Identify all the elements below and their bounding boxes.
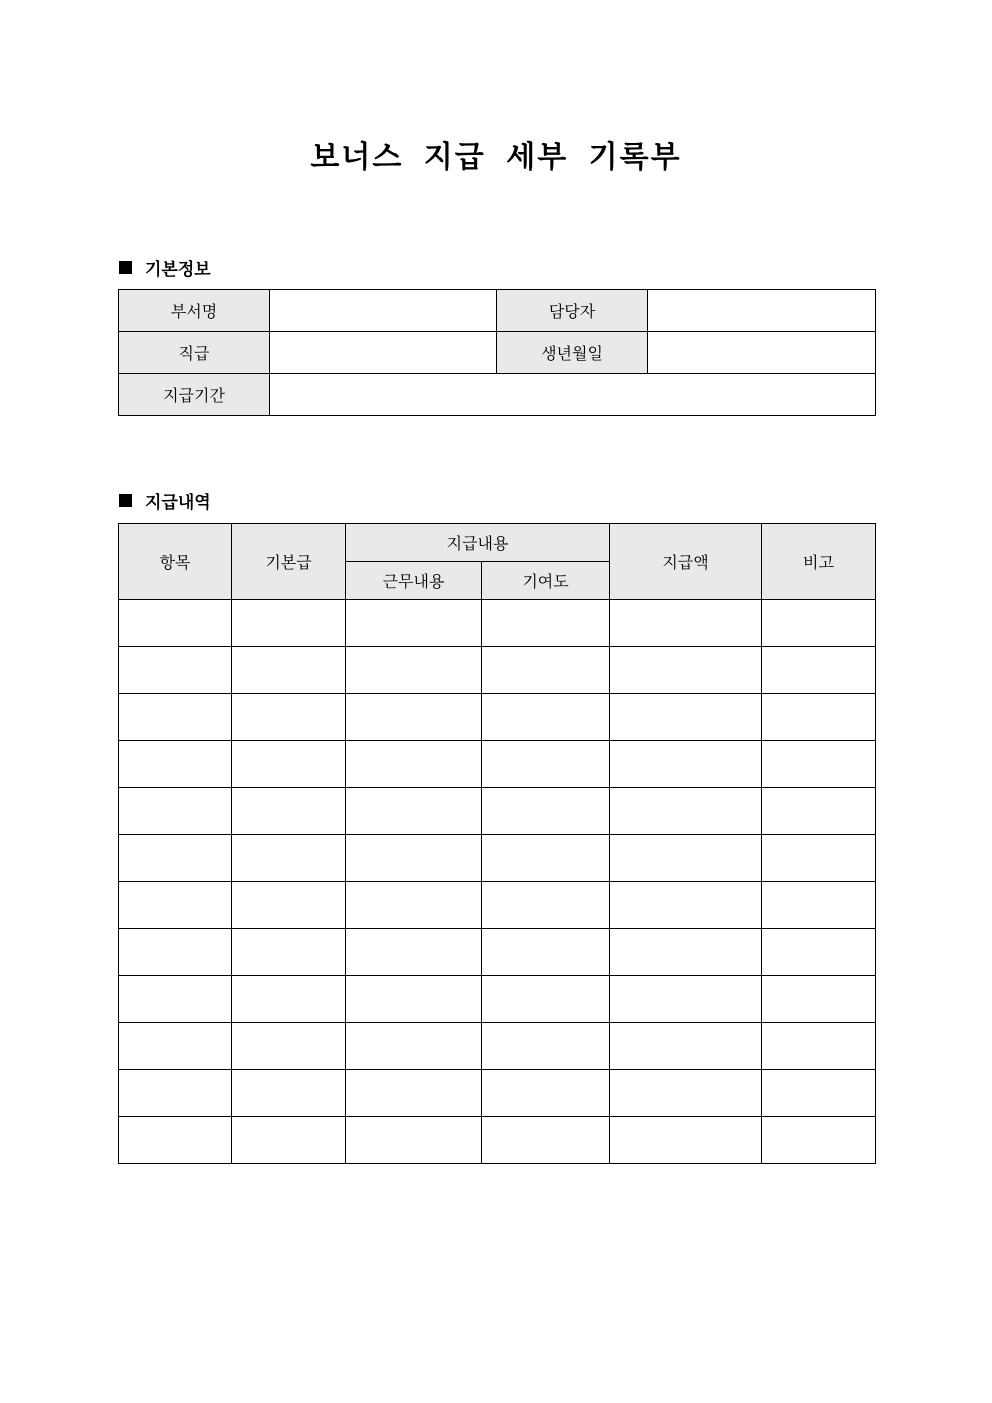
contribution-cell[interactable] xyxy=(482,1070,610,1117)
table-row xyxy=(119,835,876,882)
base-pay-cell[interactable] xyxy=(232,600,346,647)
table-row xyxy=(119,647,876,694)
table-row xyxy=(119,600,876,647)
remarks-cell[interactable] xyxy=(762,929,876,976)
work-content-cell[interactable] xyxy=(346,976,482,1023)
base-pay-cell[interactable] xyxy=(232,647,346,694)
contribution-cell[interactable] xyxy=(482,600,610,647)
contribution-cell[interactable] xyxy=(482,882,610,929)
payment-amount-cell[interactable] xyxy=(610,694,762,741)
table-row xyxy=(119,1023,876,1070)
payment-amount-cell[interactable] xyxy=(610,882,762,929)
black-square-icon xyxy=(119,494,132,507)
work-content-cell[interactable] xyxy=(346,1117,482,1164)
item-cell[interactable] xyxy=(119,929,232,976)
payment-amount-cell[interactable] xyxy=(610,741,762,788)
work-content-cell[interactable] xyxy=(346,600,482,647)
payment-amount-cell[interactable] xyxy=(610,788,762,835)
black-square-icon xyxy=(119,261,132,274)
contribution-cell[interactable] xyxy=(482,1117,610,1164)
position-label: 직급 xyxy=(119,332,270,374)
contribution-cell[interactable] xyxy=(482,1023,610,1070)
base-pay-cell[interactable] xyxy=(232,741,346,788)
basic-info-heading-text: 기본정보 xyxy=(145,260,211,280)
payment-amount-cell[interactable] xyxy=(610,1070,762,1117)
payment-amount-cell[interactable] xyxy=(610,600,762,647)
payment-details-body xyxy=(119,600,876,1164)
remarks-cell[interactable] xyxy=(762,1023,876,1070)
table-row xyxy=(119,929,876,976)
work-content-cell[interactable] xyxy=(346,882,482,929)
column-header-remarks: 비고 xyxy=(762,524,876,600)
base-pay-cell[interactable] xyxy=(232,1023,346,1070)
table-row xyxy=(119,1070,876,1117)
column-header-item: 항목 xyxy=(119,524,232,600)
payment-period-value-cell[interactable] xyxy=(270,374,876,416)
base-pay-cell[interactable] xyxy=(232,1070,346,1117)
table-row xyxy=(119,741,876,788)
payment-details-heading-text: 지급내역 xyxy=(145,493,211,513)
table-row xyxy=(119,1117,876,1164)
contribution-cell[interactable] xyxy=(482,741,610,788)
payment-amount-cell[interactable] xyxy=(610,976,762,1023)
remarks-cell[interactable] xyxy=(762,600,876,647)
birthdate-value-cell[interactable] xyxy=(648,332,876,374)
payment-amount-cell[interactable] xyxy=(610,1117,762,1164)
basic-info-heading xyxy=(119,255,211,280)
item-cell[interactable] xyxy=(119,1023,232,1070)
base-pay-cell[interactable] xyxy=(232,788,346,835)
remarks-cell[interactable] xyxy=(762,1070,876,1117)
item-cell[interactable] xyxy=(119,694,232,741)
item-cell[interactable] xyxy=(119,882,232,929)
payment-amount-cell[interactable] xyxy=(610,929,762,976)
table-row xyxy=(119,882,876,929)
base-pay-cell[interactable] xyxy=(232,976,346,1023)
item-cell[interactable] xyxy=(119,741,232,788)
payment-amount-cell[interactable] xyxy=(610,835,762,882)
work-content-cell[interactable] xyxy=(346,1023,482,1070)
contribution-cell[interactable] xyxy=(482,647,610,694)
column-header-work-content: 근무내용 xyxy=(346,562,482,600)
contribution-cell[interactable] xyxy=(482,694,610,741)
payment-amount-cell[interactable] xyxy=(610,647,762,694)
remarks-cell[interactable] xyxy=(762,882,876,929)
base-pay-cell[interactable] xyxy=(232,694,346,741)
item-cell[interactable] xyxy=(119,835,232,882)
payment-period-label: 지급기간 xyxy=(119,374,270,416)
table-row xyxy=(119,976,876,1023)
manager-value-cell[interactable] xyxy=(648,290,876,332)
birthdate-label: 생년월일 xyxy=(497,332,648,374)
remarks-cell[interactable] xyxy=(762,741,876,788)
base-pay-cell[interactable] xyxy=(232,1117,346,1164)
basic-info-table xyxy=(118,289,876,416)
payment-details-heading xyxy=(119,488,211,513)
payment-details-table xyxy=(118,523,876,1164)
work-content-cell[interactable] xyxy=(346,741,482,788)
remarks-cell[interactable] xyxy=(762,1117,876,1164)
payment-amount-cell[interactable] xyxy=(610,1023,762,1070)
column-header-payment-amount: 지급액 xyxy=(610,524,762,600)
contribution-cell[interactable] xyxy=(482,929,610,976)
column-header-payment-content: 지급내용 xyxy=(346,524,610,562)
base-pay-cell[interactable] xyxy=(232,835,346,882)
item-cell[interactable] xyxy=(119,1117,232,1164)
contribution-cell[interactable] xyxy=(482,788,610,835)
work-content-cell[interactable] xyxy=(346,647,482,694)
remarks-cell[interactable] xyxy=(762,647,876,694)
remarks-cell[interactable] xyxy=(762,976,876,1023)
work-content-cell[interactable] xyxy=(346,1070,482,1117)
remarks-cell[interactable] xyxy=(762,694,876,741)
department-value-cell[interactable] xyxy=(270,290,497,332)
position-value-cell[interactable] xyxy=(270,332,497,374)
item-cell[interactable] xyxy=(119,600,232,647)
item-cell[interactable] xyxy=(119,1070,232,1117)
document-title: 보너스 지급 세부 기록부 xyxy=(310,140,682,175)
item-cell[interactable] xyxy=(119,976,232,1023)
contribution-cell[interactable] xyxy=(482,835,610,882)
work-content-cell[interactable] xyxy=(346,788,482,835)
remarks-cell[interactable] xyxy=(762,788,876,835)
remarks-cell[interactable] xyxy=(762,835,876,882)
work-content-cell[interactable] xyxy=(346,694,482,741)
department-label: 부서명 xyxy=(119,290,270,332)
base-pay-cell[interactable] xyxy=(232,929,346,976)
work-content-cell[interactable] xyxy=(346,835,482,882)
manager-label: 담당자 xyxy=(497,290,648,332)
table-row xyxy=(119,788,876,835)
work-content-cell[interactable] xyxy=(346,929,482,976)
item-cell[interactable] xyxy=(119,647,232,694)
column-header-base-pay: 기본급 xyxy=(232,524,346,600)
column-header-contribution: 기여도 xyxy=(482,562,610,600)
table-row xyxy=(119,694,876,741)
item-cell[interactable] xyxy=(119,788,232,835)
contribution-cell[interactable] xyxy=(482,976,610,1023)
base-pay-cell[interactable] xyxy=(232,882,346,929)
